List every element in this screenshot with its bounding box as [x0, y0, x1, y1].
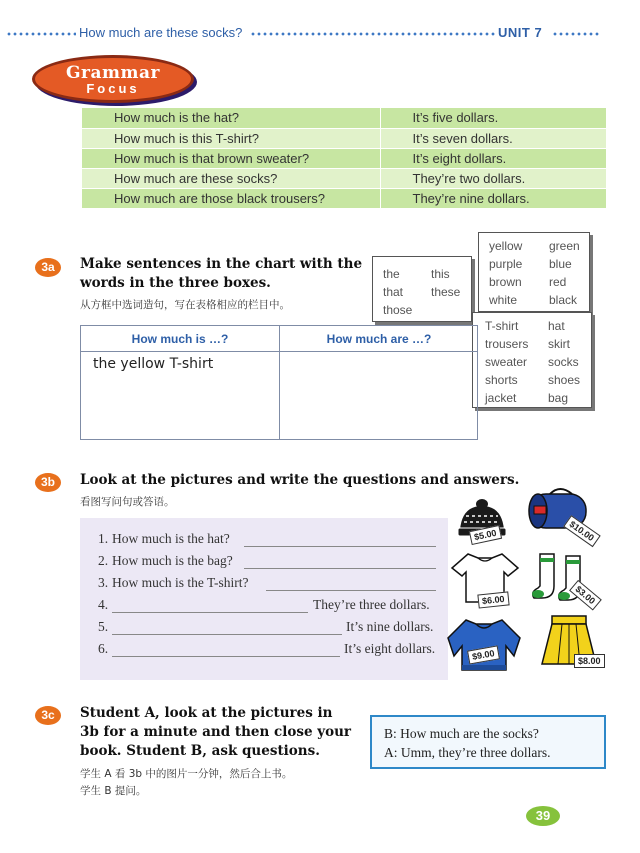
word: yellow	[489, 239, 523, 253]
page-number: 39	[526, 806, 560, 826]
price-tag-tshirt: $6.00	[477, 591, 509, 608]
question-blank[interactable]	[112, 634, 342, 635]
given-answer: It’s eight dollars.	[344, 641, 436, 656]
grammar-focus-badge	[32, 55, 194, 103]
word: the	[383, 267, 400, 281]
price-tag-sweater: $9.00	[467, 645, 499, 664]
exercise-3c-chinese-line2: 学生 B 提问。	[80, 785, 147, 797]
dialog-line-b: B: How much are the socks?	[384, 726, 539, 741]
grammar-question: How much are these socks?	[82, 168, 380, 188]
word: red	[549, 275, 567, 289]
grammar-answer: They’re nine dollars.	[380, 188, 606, 208]
chart-header-singular: How much is …?	[81, 326, 279, 352]
line-number: 2.	[98, 553, 109, 568]
price-tag-skirt: $8.00	[574, 654, 605, 668]
question-blank[interactable]	[112, 612, 308, 613]
word: purple	[489, 257, 523, 271]
answer-blank[interactable]	[244, 546, 436, 547]
grammar-answer: It’s eight dollars.	[380, 148, 606, 168]
word: blue	[549, 257, 572, 271]
chart-header-plural: How much are …?	[280, 326, 478, 352]
given-question: How much is the hat?	[112, 531, 230, 546]
word-box-colors	[478, 232, 590, 312]
exercise-3a-instruction-line2: words in the three boxes.	[80, 275, 271, 291]
exercise-3b-badge: 3b	[35, 473, 61, 492]
exercise-3c-instruction-line1: Student A, look at the pictures in	[80, 705, 333, 721]
sweater-picture	[444, 616, 524, 674]
word: bag	[548, 391, 569, 405]
dialog-line-a: A: Umm, they’re three dollars.	[384, 745, 551, 760]
word: these	[431, 285, 461, 299]
page-header	[0, 24, 640, 42]
header-dots-right	[552, 32, 600, 36]
line-number: 6.	[98, 641, 109, 656]
grammar-answer: It’s five dollars.	[380, 108, 606, 128]
word: white	[489, 293, 518, 307]
word: those	[383, 303, 413, 317]
word: brown	[489, 275, 522, 289]
word: hat	[548, 319, 565, 333]
word: skirt	[548, 337, 570, 351]
word: sweater	[485, 355, 528, 369]
chart-divider	[279, 326, 280, 439]
exercise-3b-chinese: 看图写问句或答语。	[80, 496, 175, 508]
price-tag-socks: $3.00	[569, 580, 601, 610]
word: this	[431, 267, 450, 281]
header-dots-middle	[250, 32, 498, 36]
word: shoes	[548, 373, 581, 387]
answer-blank[interactable]	[266, 590, 436, 591]
line-number: 3.	[98, 575, 109, 590]
exercise-3a-badge: 3a	[35, 258, 61, 277]
price-tag-bag: $10.00	[563, 515, 600, 547]
line-number: 5.	[98, 619, 109, 634]
line-number: 1.	[98, 531, 109, 546]
unit-label: UNIT 7	[495, 25, 545, 40]
given-answer: They’re three dollars.	[313, 597, 430, 612]
price-tag-hat: $5.00	[469, 525, 502, 545]
table-row	[82, 188, 606, 208]
table-row	[82, 148, 606, 168]
grammar-question: How much is that brown sweater?	[82, 148, 380, 168]
grammar-answer: They’re two dollars.	[380, 168, 606, 188]
exercise-3a-instruction-line1: Make sentences in the chart with the	[80, 256, 363, 272]
given-question: How much is the bag?	[112, 553, 233, 568]
exercise-3c-chinese-line1: 学生 A 看 3b 中的图片一分钟，然后合上书。	[80, 768, 293, 780]
word: socks	[548, 355, 579, 369]
line-number: 4.	[98, 597, 109, 612]
word: T-shirt	[485, 319, 519, 333]
grammar-focus-title: Grammar	[66, 63, 160, 83]
exercise-3b-instruction: Look at the pictures and write the questions and answers.	[80, 472, 520, 488]
sample-dialog-box	[370, 715, 606, 769]
word-box-clothes	[472, 312, 592, 408]
grammar-answer: It’s seven dollars.	[380, 128, 606, 148]
given-answer: It’s nine dollars.	[346, 619, 434, 634]
lesson-title: How much are these socks?	[76, 25, 245, 40]
table-row	[82, 128, 606, 148]
answer-blank[interactable]	[244, 568, 436, 569]
grammar-focus-subtitle: Focus	[86, 81, 140, 96]
word: green	[549, 239, 580, 253]
exercise-3a-chinese: 从方框中选词造句，写在表格相应的栏目中。	[80, 299, 290, 311]
word: black	[549, 293, 578, 307]
exercise-3a-chart	[80, 325, 478, 440]
chart-example-entry[interactable]: the yellow T-shirt	[93, 356, 214, 372]
word: jacket	[485, 391, 517, 405]
exercise-3c-instruction-line3: book. Student B, ask questions.	[80, 743, 320, 759]
header-dots-left	[6, 32, 78, 36]
grammar-focus-table	[82, 108, 606, 209]
word-box-demonstratives	[372, 256, 472, 322]
word: that	[383, 285, 404, 299]
word: shorts	[485, 373, 518, 387]
grammar-question: How much is the hat?	[82, 108, 380, 128]
table-row	[82, 168, 606, 188]
exercise-3c-instruction-line2: 3b for a minute and then close your	[80, 724, 352, 740]
table-row	[82, 108, 606, 128]
question-blank[interactable]	[112, 656, 340, 657]
exercise-3c-badge: 3c	[35, 706, 61, 725]
grammar-question: How much is this T-shirt?	[82, 128, 380, 148]
given-question: How much is the T-shirt?	[112, 575, 249, 590]
word: trousers	[485, 337, 529, 351]
grammar-question: How much are those black trousers?	[82, 188, 380, 208]
